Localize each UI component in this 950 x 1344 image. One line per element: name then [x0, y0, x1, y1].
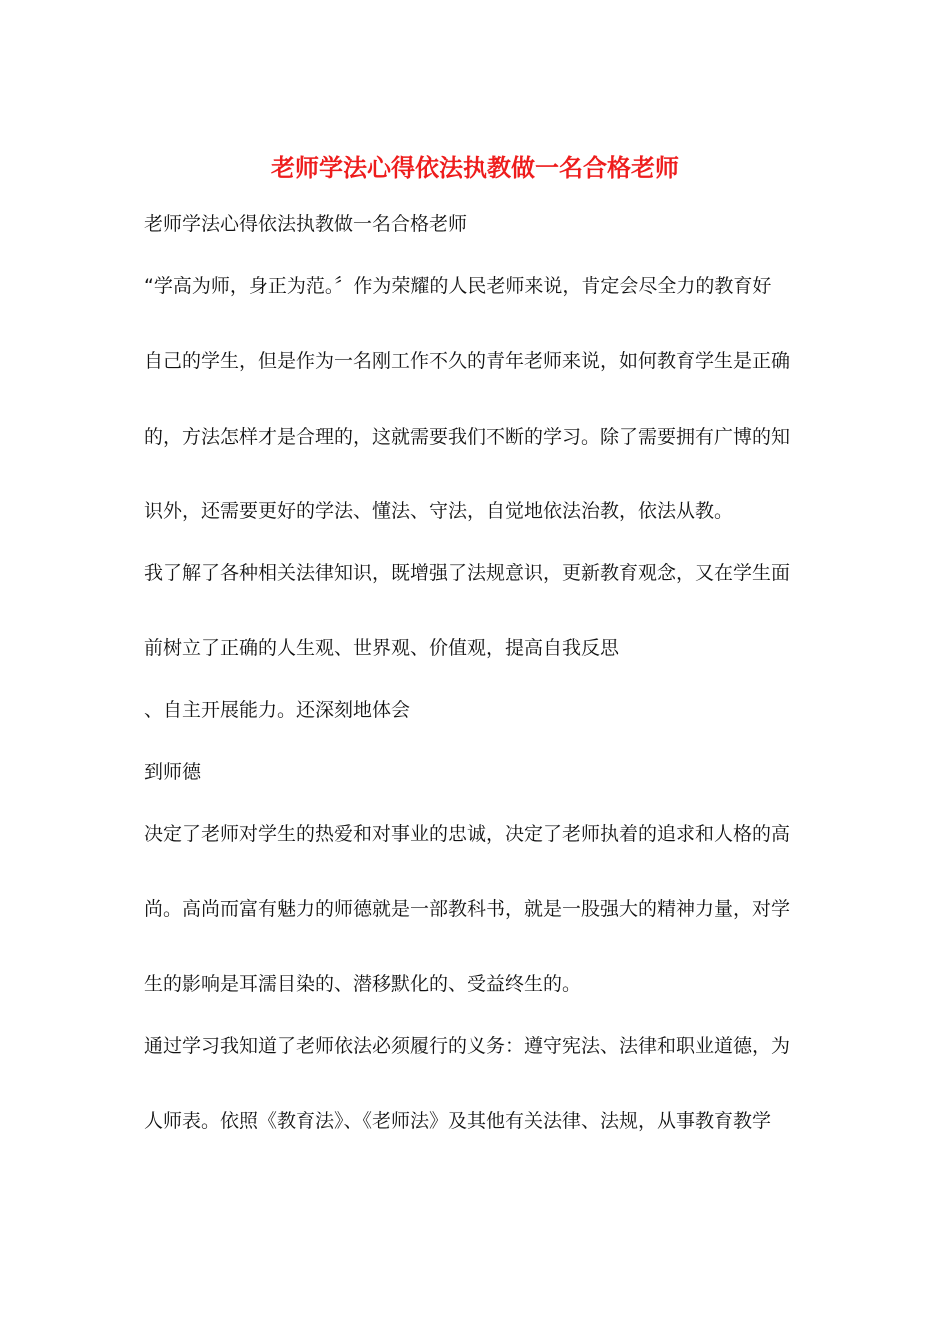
- paragraph-line: 到师德: [144, 761, 202, 783]
- document-title: 老师学法心得依法执教做一名合格老师: [271, 153, 679, 182]
- paragraph-line: “学高为师，身正为范。〞作为荣耀的人民老师来说，肯定会尽全力的教育好: [144, 275, 772, 297]
- subtitle-line: 老师学法心得依法执教做一名合格老师: [144, 213, 468, 235]
- paragraph-line: 人师表。依照《教育法》、《老师法》及其他有关法律、法规，从事教育教学: [144, 1110, 772, 1132]
- paragraph-line: 生的影响是耳濡目染的、潜移默化的、受益终生的。: [144, 973, 582, 995]
- paragraph-line: 、自主开展能力。还深刻地体会: [144, 699, 411, 721]
- paragraph-line: 通过学习我知道了老师依法必须履行的义务：遵守宪法、法律和职业道德，为: [144, 1035, 791, 1057]
- paragraph-line: 的，方法怎样才是合理的，这就需要我们不断的学习。除了需要拥有广博的知: [144, 426, 791, 448]
- paragraph-line: 尚。高尚而富有魅力的师德就是一部教科书，就是一股强大的精神力量，对学: [144, 898, 791, 920]
- paragraph-line: 识外，还需要更好的学法、懂法、守法，自觉地依法治教，依法从教。: [144, 500, 734, 522]
- paragraph-line: 前树立了正确的人生观、世界观、价值观，提高自我反思: [144, 637, 620, 659]
- paragraph-line: 自己的学生，但是作为一名刚工作不久的青年老师来说，如何教育学生是正确: [144, 350, 791, 372]
- paragraph-line: 我了解了各种相关法律知识，既增强了法规意识，更新教育观念，又在学生面: [144, 562, 791, 584]
- paragraph-line: 决定了老师对学生的热爱和对事业的忠诚，决定了老师执着的追求和人格的高: [144, 823, 791, 845]
